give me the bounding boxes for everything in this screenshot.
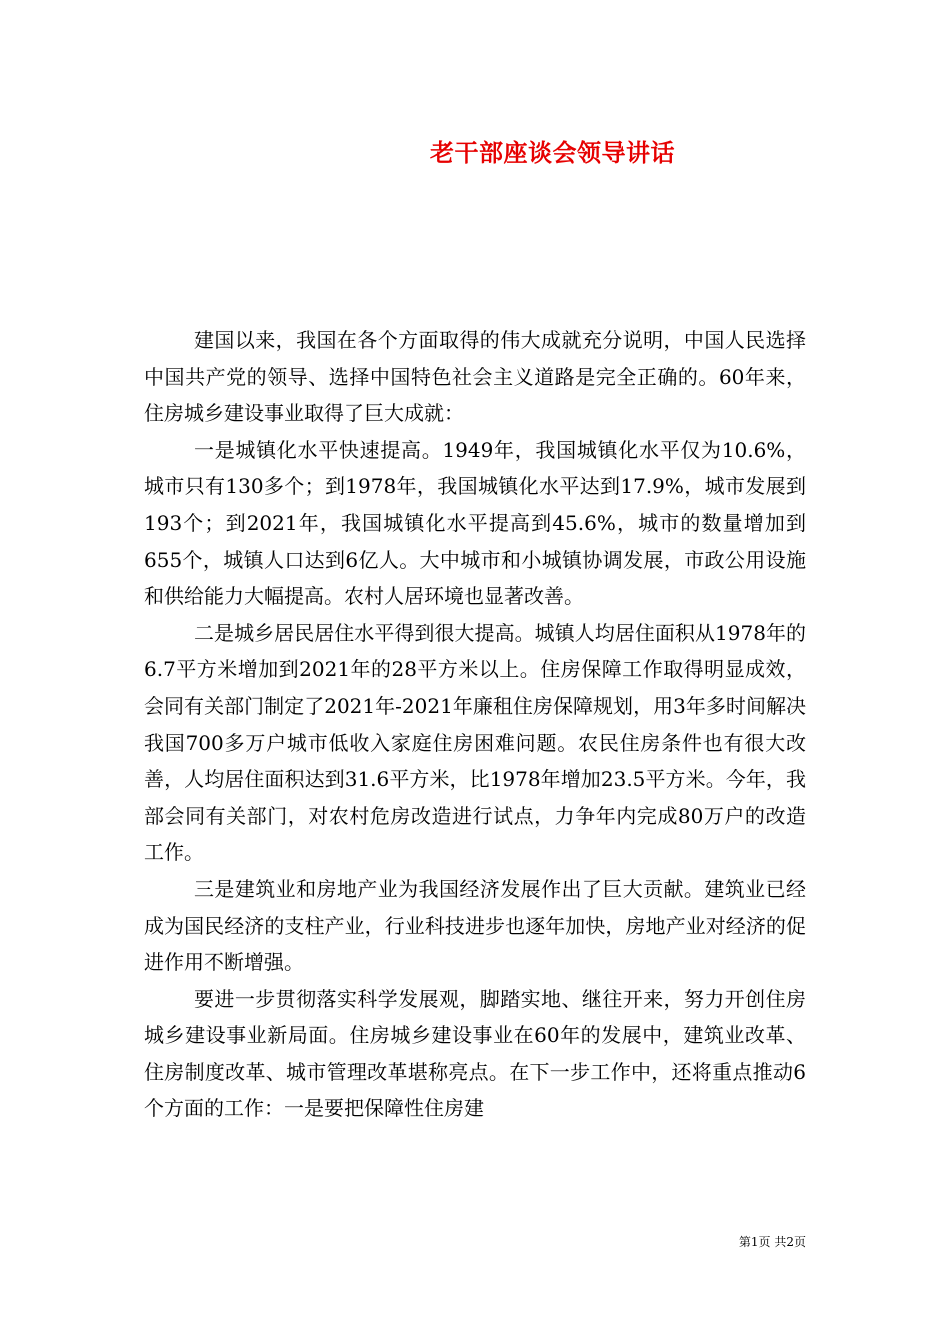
paragraph-construction: 三是建筑业和房地产业为我国经济发展作出了巨大贡献。建筑业已经成为国民经济的支柱产业，行业科技进步也逐年加快，房地产业对经济的促进作用不断增强。 xyxy=(144,876,806,975)
paragraph-intro: 建国以来，我国在各个方面取得的伟大成就充分说明，中国人民选择中国共产党的领导、选择中国特色社会主义道路是完全正确的。60年来，住房城乡建设事业取得了巨大成就： xyxy=(144,328,806,426)
paragraph-urbanization: 一是城镇化水平快速提高。1949年，我国城镇化水平仅为10.6%，城市只有130多个；到1978年，我国城镇化水平达到17.9%，城市发展到193个；到2021年，我国城镇化水平提高到45.6%，城市的数量增加到655个，城镇人口达到6亿人。大中城市和小城镇协调发展，市政公用设施和供给能力大幅提高。农村人居环境也显著改善。 xyxy=(144,437,806,609)
paragraph-housing: 二是城乡居民居住水平得到很大提高。城镇人均居住面积从1978年的6.7平方米增加到2021年的28平方米以上。住房保障工作取得明显成效，会同有关部门制定了2021年-2021年廉租住房保障规划，用3年多时间解决我国700多万户城市低收入家庭住房困难问题。农民住房条件也有很大改善，人均居住面积达到31.6平方米，比1978年增加23.5平方米。今年，我部会同有关部门，对农村危房改造进行试点，力争年内完成80万户的改造工作。 xyxy=(144,620,806,865)
page-number-footer: 第1页 共2页 xyxy=(738,1235,806,1249)
document-title: 老干部座谈会领导讲话 xyxy=(430,138,675,167)
document-body xyxy=(144,322,806,1127)
paragraph-next-steps: 要进一步贯彻落实科学发展观，脚踏实地、继往开来，努力开创住房城乡建设事业新局面。住房城乡建设事业在60年的发展中，建筑业改革、住房制度改革、城市管理改革堪称亮点。在下一步工作中，还将重点推动6个方面的工作：一是要把保障性住房建 xyxy=(144,986,806,1121)
